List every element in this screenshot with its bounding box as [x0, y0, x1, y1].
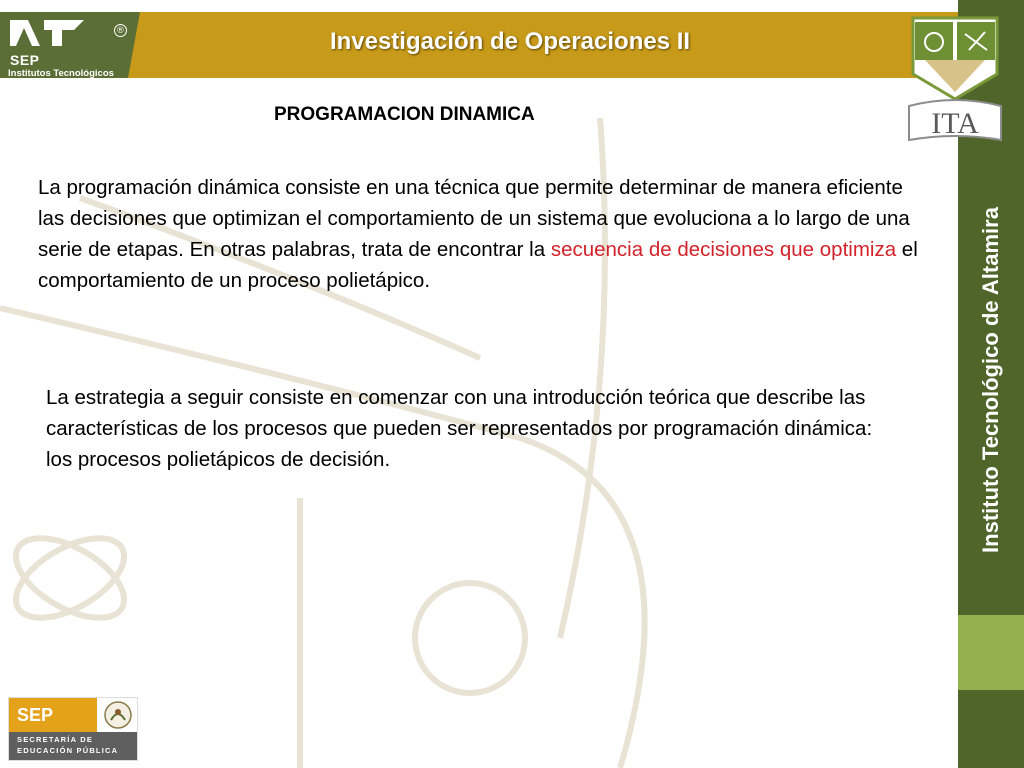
sep-institutos-logo: [0, 12, 128, 78]
sep-logo-word: SEP: [10, 52, 40, 68]
registered-mark: ®: [114, 24, 127, 37]
deck-title: Investigación de Operaciones II: [329, 28, 691, 55]
institution-vertical-label: [958, 140, 1024, 620]
highlighted-phrase: secuencia de decisiones que optimiza: [550, 238, 897, 261]
definition-paragraph: [38, 172, 918, 296]
sep-secretaria-logo: [8, 697, 138, 761]
sep-footer-word: SEP: [9, 698, 97, 732]
sep-footer-line2: EDUCACIÓN PÚBLICA: [17, 746, 119, 755]
ita-logo-text: ITA: [931, 107, 979, 140]
sidebar-accent-dark: [958, 690, 1024, 768]
slide-heading: PROGRAMACION DINAMICA: [274, 104, 535, 125]
institution-name: Instituto Tecnológico de Altamira: [978, 207, 1004, 553]
mexico-seal-icon: [102, 700, 134, 730]
sep-emblem-icon: [8, 16, 88, 50]
sep-footer-line1: SECRETARÍA DE: [17, 735, 94, 744]
definition-text-start: La programación dinámica consiste en una técnica que permite determinar de manera eficiente las decisiones que optimizan el comportamiento de un sistema que evoluciona a lo largo de una serie de etapas. En otras palabras, trata de encontrar la: [38, 176, 910, 261]
ita-logo: [905, 14, 1005, 144]
strategy-paragraph: La estrategia a seguir consiste en comenzar con una introducción teórica que describe las características de los procesos que pueden ser representados por programación dinámica: los procesos polietápicos de decisión.: [46, 386, 873, 471]
sidebar-accent-light: [958, 615, 1024, 690]
sep-logo-subtitle: Institutos Tecnológicos: [8, 68, 114, 79]
definition-text-end: el comportamiento de un proceso polietápico.: [38, 238, 918, 292]
